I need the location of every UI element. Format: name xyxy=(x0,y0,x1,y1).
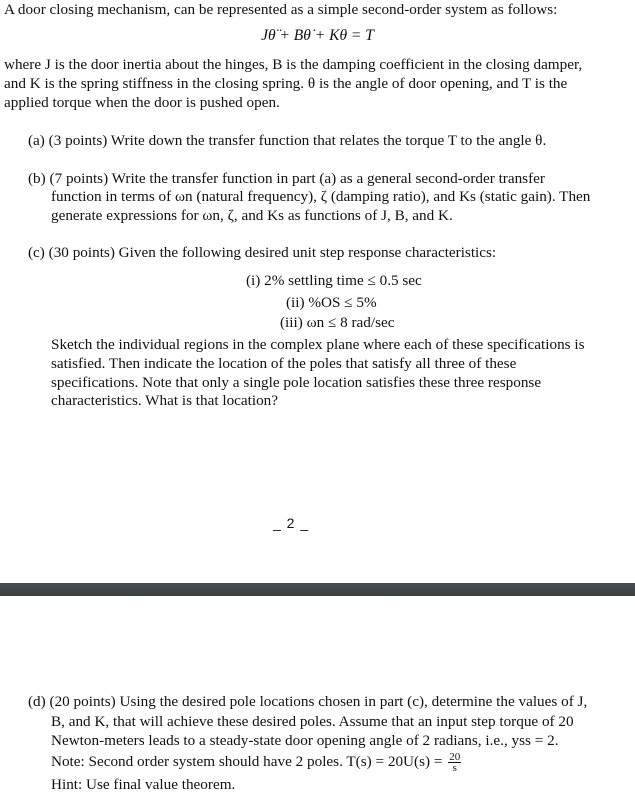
intro-line-1: A door closing mechanism, can be represented as a simple second-order system as follows: xyxy=(4,1,558,18)
document-page-2 xyxy=(0,596,635,800)
equation: Jθ̈ + Bθ̇ + Kθ = T xyxy=(261,27,374,44)
part-d-line-2: B, and K, that will achieve these desired poles. Assume that an input step torque of 20 xyxy=(51,713,574,730)
spec-natural-frequency: (iii) ωn ≤ 8 rad/sec xyxy=(280,314,395,331)
part-c-line-1: (c) (30 points) Given the following desired unit step response characteristics: xyxy=(28,244,497,261)
part-c-line-5: characteristics. What is that location? xyxy=(51,392,279,409)
part-b-line-2: function in terms of ωn (natural frequency), ζ (damping ratio), and Ks (static gain). Then xyxy=(51,188,591,205)
fraction-numerator: 20 xyxy=(449,751,461,763)
part-d-hint: Hint: Use final value theorem. xyxy=(51,776,236,793)
spec-settling-time: (i) 2% settling time ≤ 0.5 sec xyxy=(246,272,422,289)
spec-overshoot: (ii) %OS ≤ 5% xyxy=(286,294,377,311)
intro-line-3: and K is the spring stiffness in the closing spring. θ is the angle of door opening, and T is the xyxy=(4,75,568,92)
page-number: _ 2 _ xyxy=(273,515,310,531)
fraction-20-over-s xyxy=(448,752,461,773)
part-d-line-1: (d) (20 points) Using the desired pole locations chosen in part (c), determine the values of J, xyxy=(28,693,588,710)
part-c-line-4: specifications. Note that only a single pole location satisfies these three response xyxy=(51,374,542,391)
part-a-text: (a) (3 points) Write down the transfer function that relates the torque T to the angle θ. xyxy=(28,132,547,149)
intro-line-4: applied torque when the door is pushed open. xyxy=(4,94,280,111)
part-b-line-1: (b) (7 points) Write the transfer function in part (a) as a general second-order transfer xyxy=(28,170,545,187)
part-d-note: Note: Second order system should have 2 poles. T(s) = 20U(s) = xyxy=(51,752,443,770)
part-c-line-2: Sketch the individual regions in the complex plane where each of these specifications is xyxy=(51,336,585,353)
part-d-line-3: Newton-meters leads to a steady-state door opening angle of 2 radians, i.e., yss = 2. xyxy=(51,732,559,749)
part-b-line-3: generate expressions for ωn, ζ, and Ks as functions of J, B, and K. xyxy=(51,207,453,224)
part-c-line-3: satisfied. Then indicate the location of the poles that satisfy all three of these xyxy=(51,355,517,372)
part-d-line-4 xyxy=(51,752,461,773)
page-separator xyxy=(0,583,635,596)
fraction-denominator: s xyxy=(452,762,457,774)
intro-line-2: where J is the door inertia about the hinges, B is the damping coefficient in the closing damper, xyxy=(4,56,583,73)
